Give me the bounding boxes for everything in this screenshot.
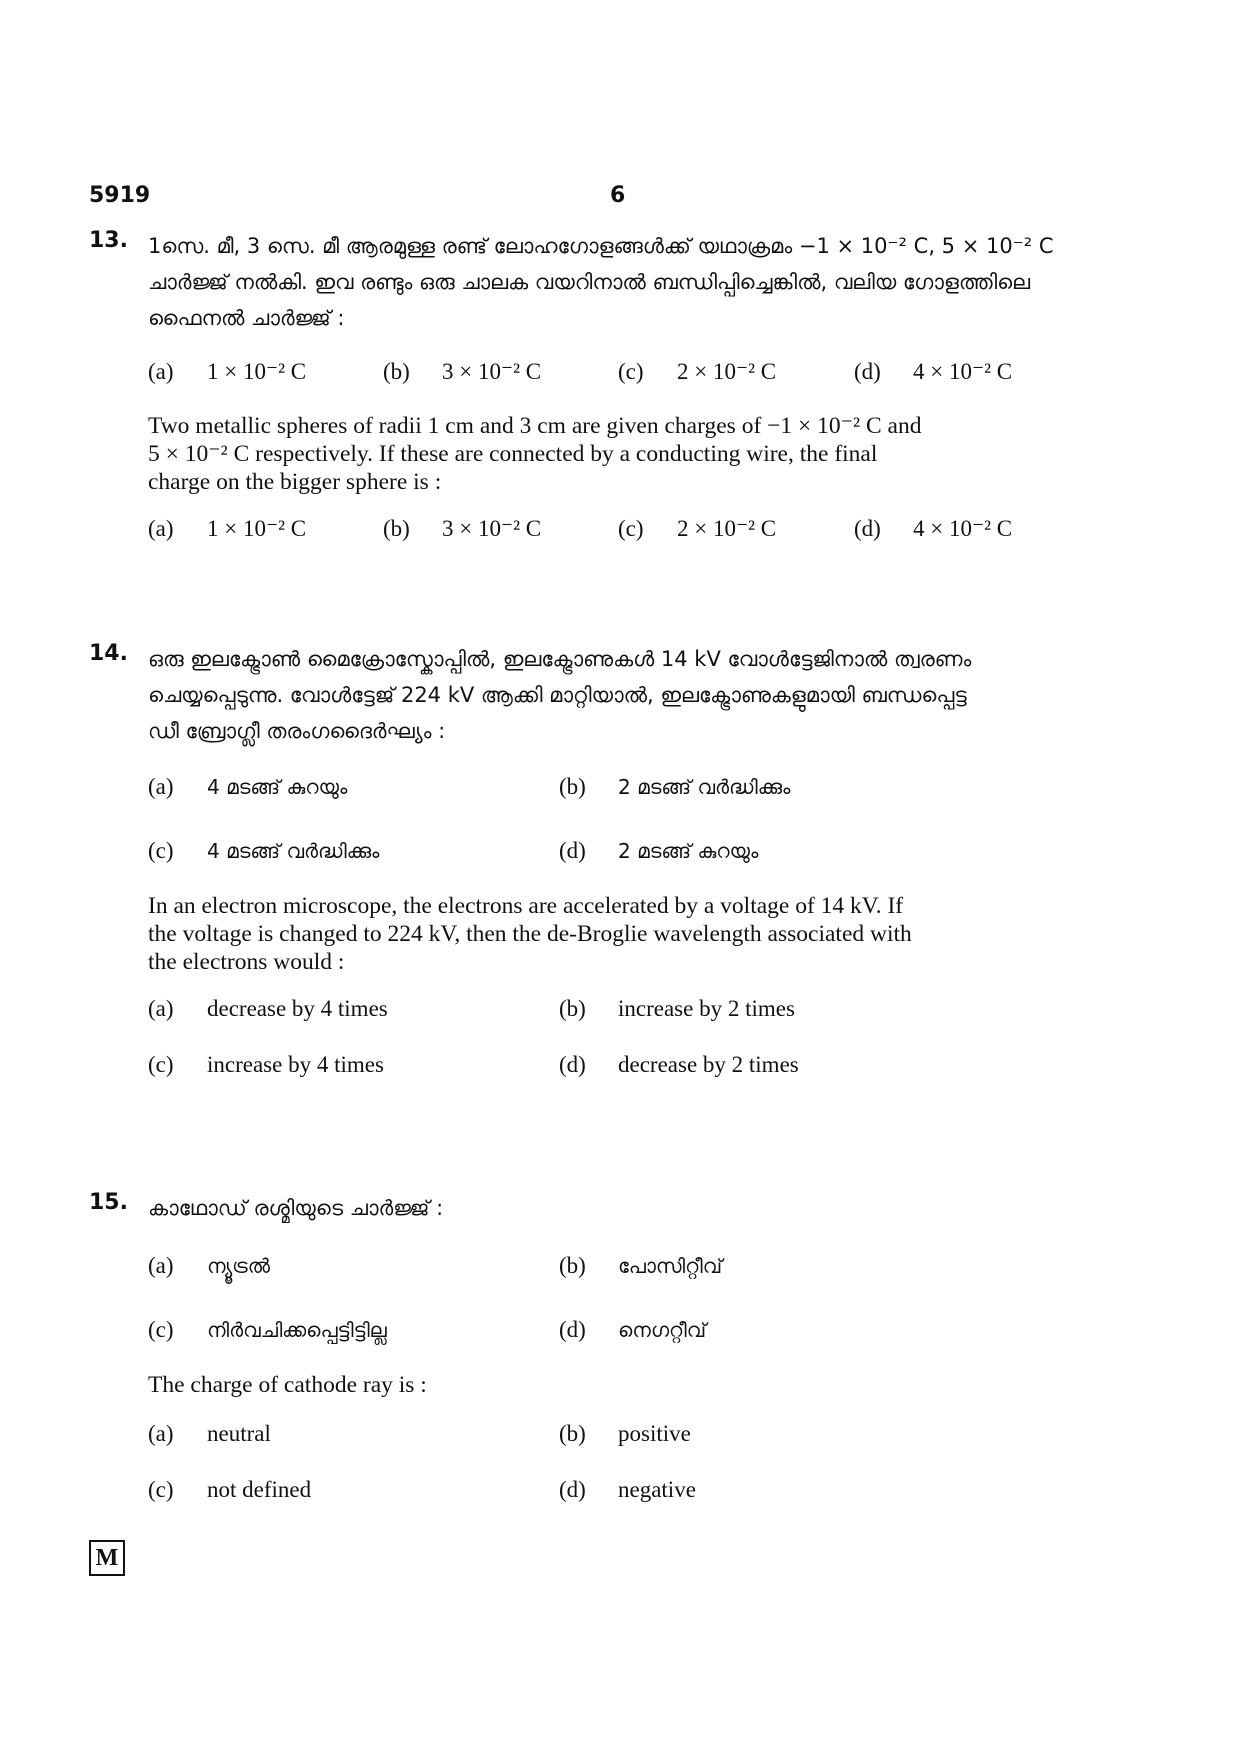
option-c: (c) not defined — [148, 1477, 312, 1502]
question-15 — [89, 1190, 1099, 1513]
question-text-malayalam: കാഥോഡ് രശ്മിയുടെ ചാർജ്ജ് : — [148, 1196, 444, 1220]
option-a: (a) 1 × 10⁻² C — [148, 359, 307, 384]
medium-mark: M — [95, 1544, 119, 1571]
option-a: (a) 1 × 10⁻² C — [148, 516, 307, 541]
page-number: 6 — [610, 183, 626, 208]
option-d: (d) 4 × 10⁻² C — [854, 359, 1013, 384]
option-b: (b) 2 മടങ്ങ് വർദ്ധിക്കും — [559, 774, 791, 799]
option-a: (a) neutral — [148, 1421, 271, 1446]
medium-mark-box — [89, 1540, 125, 1576]
option-b: (b) 3 × 10⁻² C — [383, 359, 542, 384]
options-malayalam-row-1 — [148, 774, 1098, 810]
options-malayalam-row-2 — [148, 838, 1098, 874]
question-text-english: In an electron microscope, the electrons are accelerated by a voltage of 14 kV. If the voltage is changed to 224 kV, then the de-Broglie wavelength associated with the electrons would : — [148, 893, 912, 975]
option-c: (c) 2 × 10⁻² C — [618, 516, 777, 541]
options-malayalam — [148, 359, 1098, 395]
options-english-row-1 — [148, 996, 1098, 1032]
option-d: (d) നെഗറ്റീവ് — [559, 1317, 707, 1342]
paper-code: 5919 — [89, 183, 151, 208]
question-number: 15. — [89, 1190, 128, 1215]
option-a: (a) decrease by 4 times — [148, 996, 388, 1021]
option-b: (b) positive — [559, 1421, 691, 1446]
question-number: 13. — [89, 228, 128, 253]
question-text-malayalam: 1സെ. മീ, 3 സെ. മീ ആരമുള്ള രണ്ട് ലോഹഗോളങ്ങൾക്ക് യഥാക്രമം −1 × 10⁻² C, 5 × 10⁻² C ചാർജ്ജ് നൽകി. ഇവ രണ്ടും ഒരു ചാലക വയറിനാൽ ബന്ധിപ്പിച്ചെങ്കിൽ, വലിയ ഗോളത്തിലെ ഫൈനൽ ചാർജ്ജ് : — [148, 234, 1054, 330]
option-b: (b) 3 × 10⁻² C — [383, 516, 542, 541]
option-b: (b) പോസിറ്റീവ് — [559, 1253, 723, 1278]
options-malayalam-row-1 — [148, 1253, 1098, 1289]
option-c: (c) increase by 4 times — [148, 1052, 384, 1077]
option-d: (d) 2 മടങ്ങ് കുറയും — [559, 838, 759, 863]
options-english-row-2 — [148, 1052, 1098, 1088]
question-text-english: The charge of cathode ray is : — [148, 1372, 427, 1398]
question-number: 14. — [89, 641, 128, 666]
option-b: (b) increase by 2 times — [559, 996, 795, 1021]
options-english-row-2 — [148, 1477, 1098, 1513]
option-c: (c) നിർവചിക്കപ്പെട്ടിട്ടില്ല — [148, 1317, 387, 1342]
option-c: (c) 4 മടങ്ങ് വർദ്ധിക്കും — [148, 838, 380, 863]
question-text-english: Two metallic spheres of radii 1 cm and 3 cm are given charges of −1 × 10⁻² C and 5 × 10⁻² C respectively. If these are connected by a conducting wire, the final charge on the bigger sphere is : — [148, 413, 922, 495]
question-text-malayalam: ഒരു ഇലക്ട്രോൺ മൈക്രോസ്കോപ്പിൽ, ഇലക്ട്രോണുകൾ 14 kV വോൾട്ടേജിനാൽ ത്വരണം ചെയ്യപ്പെടുന്നു. വോൾട്ടേജ് 224 kV ആക്കി മാറ്റിയാൽ, ഇലക്ട്രോണുകളുമായി ബന്ധപ്പെട്ട ഡീ ബ്രോഗ്ലീ തരംഗദൈർഘ്യം : — [148, 647, 972, 743]
options-english — [148, 516, 1098, 552]
option-d: (d) negative — [559, 1477, 696, 1502]
options-malayalam-row-2 — [148, 1317, 1098, 1353]
question-14 — [89, 641, 1099, 1088]
page-header — [89, 183, 1089, 213]
option-c: (c) 2 × 10⁻² C — [618, 359, 777, 384]
option-a: (a) ന്യൂട്രൽ — [148, 1253, 270, 1278]
option-d: (d) decrease by 2 times — [559, 1052, 799, 1077]
options-english-row-1 — [148, 1421, 1098, 1457]
option-d: (d) 4 × 10⁻² C — [854, 516, 1013, 541]
question-13 — [89, 228, 1099, 552]
option-a: (a) 4 മടങ്ങ് കുറയും — [148, 774, 348, 799]
